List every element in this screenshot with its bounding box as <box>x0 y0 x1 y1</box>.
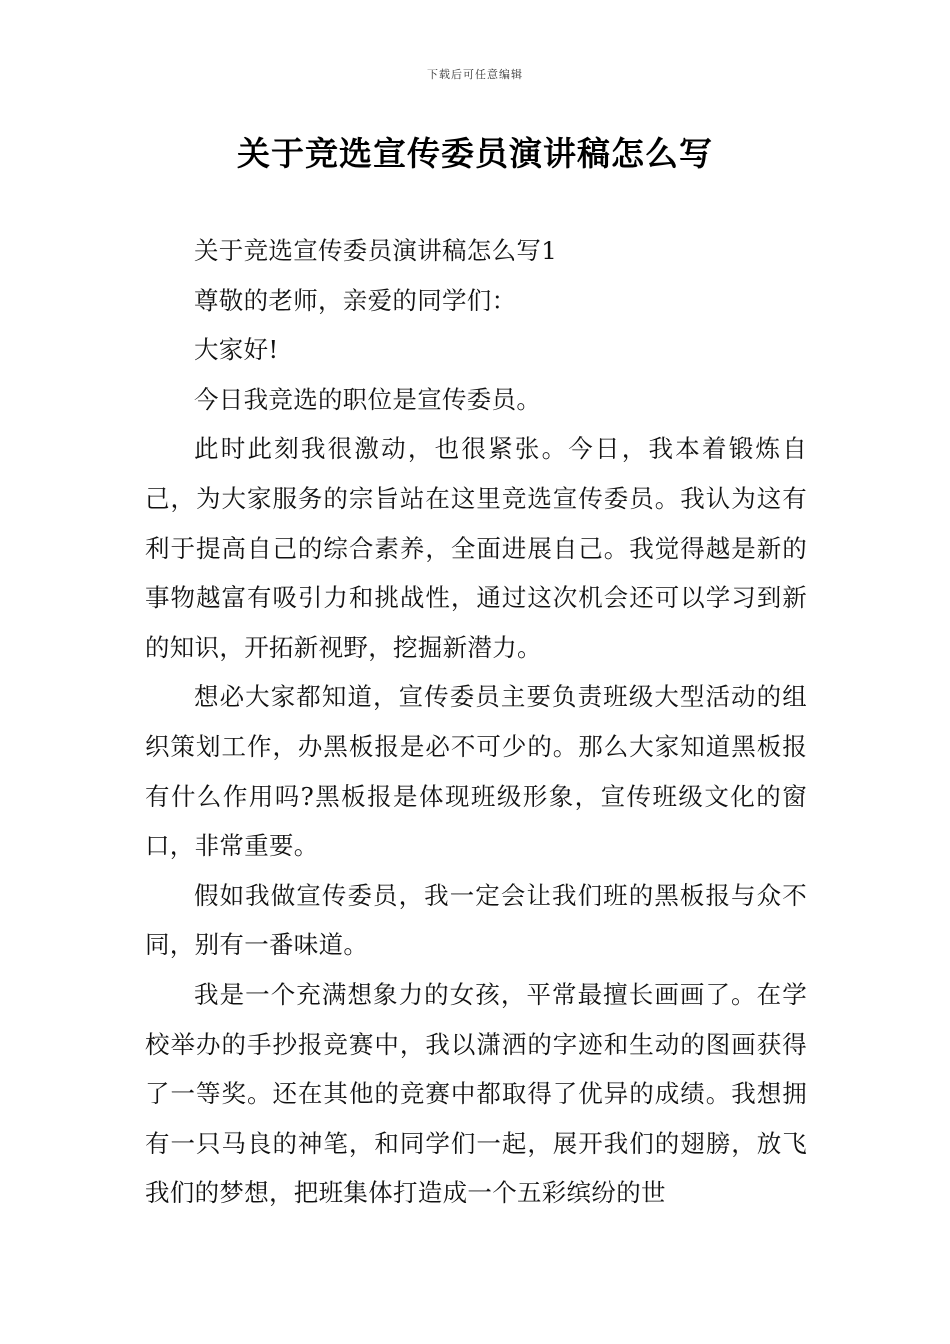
paragraph-salutation: 尊敬的老师，亲爱的同学们： <box>194 285 517 315</box>
paragraph-body: 此时此刻我很激动，也很紧张。今日，我本着锻炼自己，为大家服务的宗旨站在这里竞选宣传委员。我认为这有利于提高自己的综合素养，全面进展自己。我觉得越是新的事物越富有吸引力和挑战性，通过这次机会还可以学习到新的知识，开拓新视野，挖掘新潜力。 <box>145 434 807 662</box>
document-body <box>145 226 807 1218</box>
paragraph-greeting: 大家好! <box>194 335 279 365</box>
paragraph-body: 想必大家都知道，宣传委员主要负责班级大型活动的组织策划工作，办黑板报是必不可少的。那么大家知道黑板报有什么作用吗?黑板报是体现班级形象，宣传班级文化的窗口，非常重要。 <box>145 682 807 861</box>
paragraph-body: 假如我做宣传委员，我一定会让我们班的黑板报与众不同，别有一番味道。 <box>145 880 807 960</box>
document-title: 关于竞选宣传委员演讲稿怎么写 <box>237 134 713 173</box>
header-note: 下载后可任意编辑 <box>427 68 523 81</box>
paragraph-subtitle: 关于竞选宣传委员演讲稿怎么写1 <box>194 236 558 265</box>
paragraph-body: 我是一个充满想象力的女孩，平常最擅长画画了。在学校举办的手抄报竞赛中，我以潇洒的字迹和生动的图画获得了一等奖。还在其他的竞赛中都取得了优异的成绩。我想拥有一只马良的神笔，和同学们一起，展开我们的翅膀，放飞我们的梦想，把班集体打造成一个五彩缤纷的世 <box>145 979 807 1208</box>
paragraph-position: 今日我竞选的职位是宣传委员。 <box>194 384 542 414</box>
